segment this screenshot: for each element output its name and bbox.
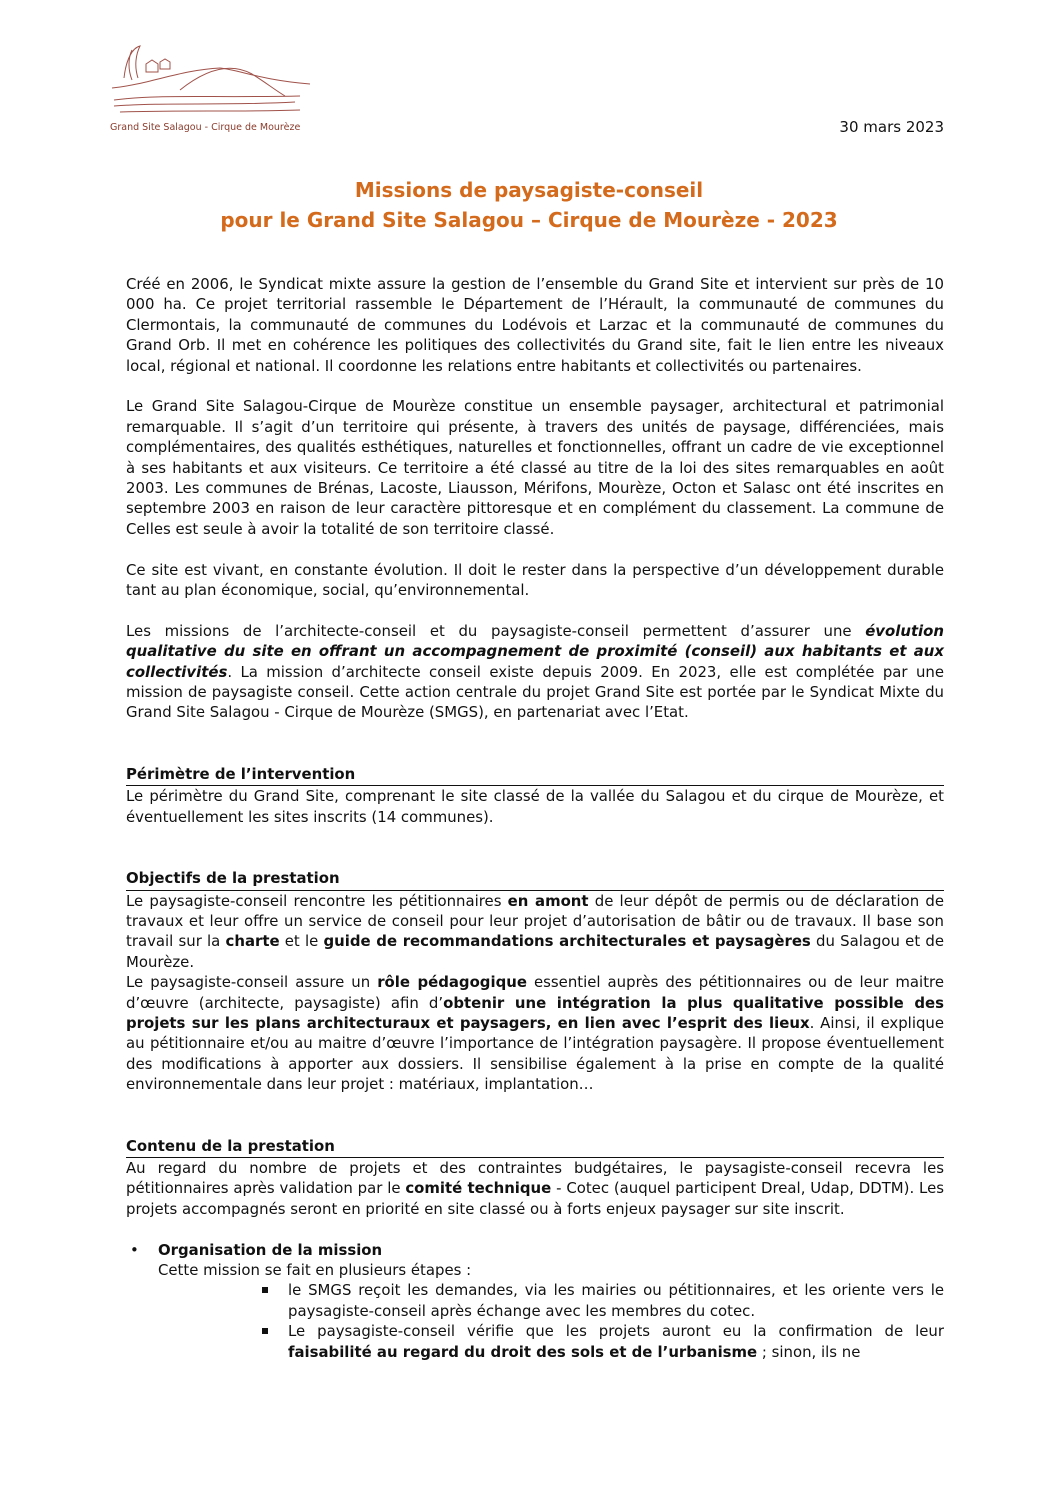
section-heading-contenu: Contenu de la prestation [126, 1136, 944, 1158]
objectifs-paragraph-2: Le paysagiste-conseil assure un rôle pédagogique essentiel auprès des pétitionnaires ou de leur maitre d’œuvre (architecte, paysagiste) afin d’obtenir une intégration la plus qualitative possible des projets sur les plans architecturaux et paysagers, en lien avec l’esprit des lieux. Ainsi, il explique au pétitionnaire et/ou au maitre d’œuvre l’importance de l’intégration paysagère. Il propose éventuellement des modifications à apporter aux dossiers. Il sensibilise également à la prise en compte de la qualité environnementale dans leur projet : matériaux, implantation… [126, 973, 945, 1094]
intro-paragraph-3: Ce site est vivant, en constante évolution. Il doit le rester dans la perspective d’un développement durable tant au plan économique, social, qu’environnemental. [126, 560, 944, 600]
organisation-intro: Cette mission se fait en plusieurs étapes : [158, 1261, 472, 1279]
intro-paragraph-2: Le Grand Site Salagou-Cirque de Mourèze constitue un ensemble paysager, architectural et patrimonial remarquable. Il s’agit d’un territoire qui présente, à travers des unités de paysage, différenciées, mais complémentaires, des qualités esthétiques, naturelles et fonctionnelles, offrant un cadre de vie exceptionnel à ses habitants et aux visiteurs. Ce territoire a été classé au titre de la loi des sites remarquables en août 2003. Les communes de Brénas, Lacoste, Liausson, Mérifons, Mourèze, Octon et Salasc ont été inscrites en septembre 2003 en raison de leur caractère pittoresque et en complément du classement. La commune de Celles est seule à avoir la totalité de son territoire classé. [126, 397, 944, 538]
intro-paragraph-1: Créé en 2006, le Syndicat mixte assure la gestion de l’ensemble du Grand Site et intervient sur près de 10 000 ha. Ce projet territorial rassemble le Département de l’Hérault, la communauté de communes du Clermontais, la communauté de communes du Lodévois et Larzac et la communauté de communes du Grand Orb. Il met en cohérence les politiques des collectivités du Grand site, fait le lien entre les niveaux local, régional et national. Il coordonne les relations entre habitants et collectivités ou partenaires. [126, 275, 944, 375]
contenu-paragraph-1: Au regard du nombre de projets et des contraintes budgétaires, le paysagiste-conseil recevra les pétitionnaires après validation par le comité technique - Cotec (auquel participent Dreal, Udap, DDTM). Les projets accompagnés seront en priorité en site classé ou à forts enjeux paysager sur site inscrit. [126, 1158, 944, 1218]
organisation-steps [288, 1280, 944, 1362]
document-title-line-1: Missions de paysagiste-conseil [354, 178, 704, 202]
list-item: le SMGS reçoit les demandes, via les mairies ou pétitionnaires, et les oriente vers le paysagiste-conseil après échange avec les membres du cotec. [288, 1280, 944, 1321]
intro-paragraph-4: Les missions de l’architecte-conseil et du paysagiste-conseil permettent d’assurer une évolution qualitative du site en offrant un accompagnement de proximité (conseil) aux habitants et aux collectivités. La mission d’architecte conseil existe depuis 2009. En 2023, elle est complétée par une mission de paysagiste conseil. Cette action centrale du projet Grand Site est portée par le Syndicat Mixte du Grand Site Salagou - Cirque de Mourèze (SMGS), en partenariat avec l’Etat. [126, 621, 944, 722]
document-body [126, 274, 944, 1362]
square-bullet-icon [262, 1328, 268, 1334]
square-bullet-icon [262, 1287, 268, 1293]
document-title-line-2: pour le Grand Site Salagou – Cirque de Mourèze - 2023 [220, 208, 838, 232]
perimetre-text: Le périmètre du Grand Site, comprenant le site classé de la vallée du Salagou et du cirque de Mourèze, et éventuellement les sites inscrits (14 communes). [126, 787, 944, 826]
objectifs-paragraph-1: Le paysagiste-conseil rencontre les pétitionnaires en amont de leur dépôt de permis ou de déclaration de travaux et leur offre un service de conseil pour leur projet d’autorisation de bâtir ou de travaux. Il base son travail sur la charte et le guide de recommandations architecturales et paysagères du Salagou et de Mourèze. [126, 891, 944, 971]
section-heading-perimetre: Périmètre de l’intervention [126, 764, 944, 786]
logo-caption: Grand Site Salagou - Cirque de Mourèze [110, 122, 301, 133]
document-date: 30 mars 2023 [839, 118, 944, 136]
section-heading-objectifs: Objectifs de la prestation [126, 868, 944, 890]
organisation-bullet: • Organisation de la mission [158, 1240, 944, 1260]
list-item: Le paysagiste-conseil vérifie que les projets auront eu la confirmation de leur faisabilité au regard du droit des sols et de l’urbanisme ; sinon, ils ne [288, 1321, 944, 1362]
